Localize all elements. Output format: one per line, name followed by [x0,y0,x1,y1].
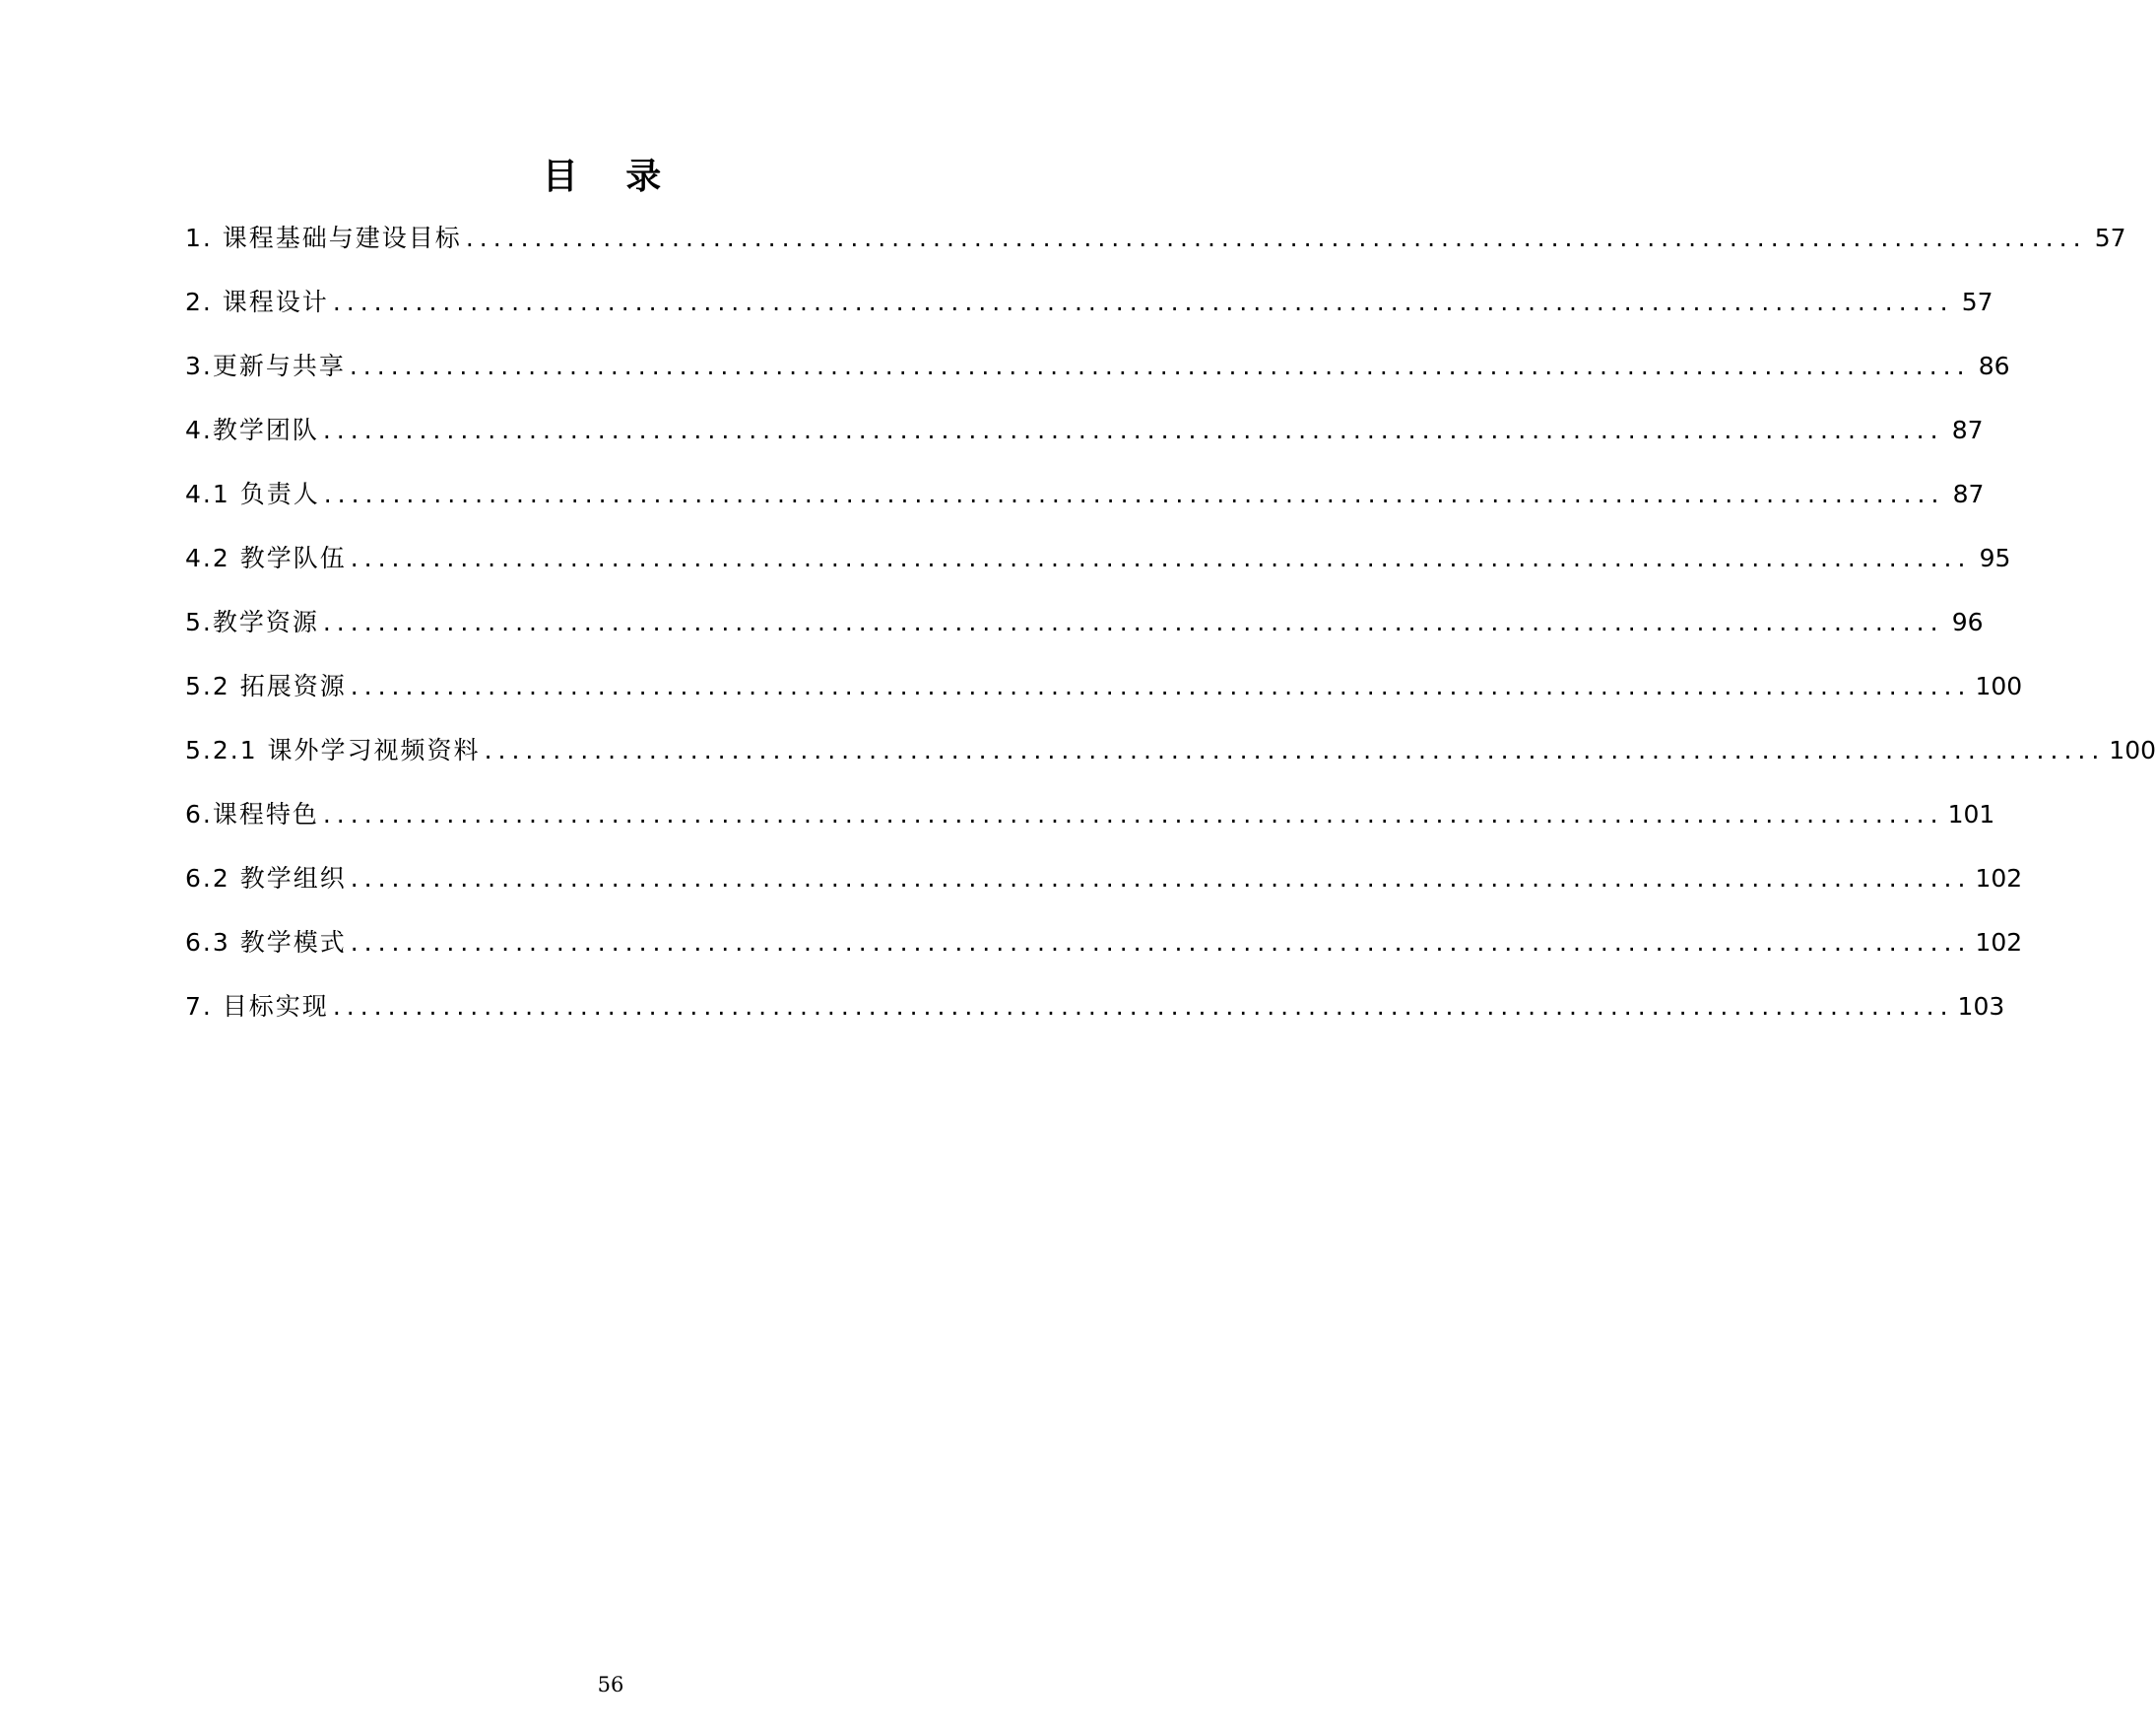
toc-entry-label: 1. 课程基础与建设目标 [185,224,462,252]
dot-leader: ...................................................................................................................... [350,864,1972,893]
dot-leader: ...................................................................................................................... [350,672,1972,700]
toc-entry-page: 100 [1975,672,2023,700]
toc-entry[interactable] [185,347,2010,411]
toc-entry-page: 96 [1951,608,1984,636]
toc-entry-page: 87 [1952,480,1985,508]
toc-entry-label: 4.教学团队 [185,416,319,444]
toc-entry[interactable] [185,795,1995,859]
dot-leader: ...................................................................................................................... [322,608,1944,636]
toc-title: 目 录 [542,157,680,197]
dot-leader: ...................................................................................................................... [484,736,2106,764]
toc-entry-page: 87 [1951,416,1984,444]
toc-entry[interactable] [185,923,2023,987]
toc-entry-page: 100 [2109,736,2156,764]
toc-entry-label: 6.2 教学组织 [185,864,347,893]
toc-entry-label: 6.3 教学模式 [185,928,347,957]
toc-entry-page: 102 [1975,928,2023,957]
toc-entry[interactable] [185,859,2023,923]
dot-leader: ...................................................................................................................... [465,224,2087,252]
toc-entry-page: 102 [1975,864,2023,893]
toc-entry-label: 5.2 拓展资源 [185,672,347,700]
toc-entry-label: 4.1 负责人 [185,480,320,508]
dot-leader: ...................................................................................................................... [332,992,1954,1021]
dot-leader: ...................................................................................................................... [332,288,1954,316]
toc-entry[interactable] [185,731,2156,795]
toc-entry[interactable] [185,603,1984,667]
toc-entry[interactable] [185,411,1984,475]
toc-entry-label: 4.2 教学队伍 [185,544,347,572]
toc-entry[interactable] [185,283,1993,347]
page-number: 56 [597,1673,624,1696]
toc-entry-page: 95 [1979,544,2011,572]
toc-list [185,219,2156,1051]
toc-entry-label: 7. 目标实现 [185,992,329,1021]
toc-entry[interactable] [185,475,1985,539]
toc-entry-label: 3.更新与共享 [185,352,346,380]
toc-entry-page: 86 [1978,352,2010,380]
dot-leader: ...................................................................................................................... [322,800,1944,829]
dot-leader: ...................................................................................................................... [323,480,1945,508]
toc-entry[interactable] [185,667,2023,731]
toc-entry-label: 5.2.1 课外学习视频资料 [185,736,481,764]
dot-leader: ...................................................................................................................... [350,544,1972,572]
toc-entry[interactable] [185,987,2005,1051]
toc-entry-page: 101 [1947,800,1995,829]
toc-entry-page: 57 [2094,224,2126,252]
toc-entry-page: 103 [1957,992,2005,1021]
toc-entry-page: 57 [1961,288,1993,316]
toc-entry-label: 6.课程特色 [185,800,319,829]
toc-entry[interactable] [185,539,2011,603]
toc-entry-label: 5.教学资源 [185,608,319,636]
dot-leader: ...................................................................................................................... [350,928,1972,957]
dot-leader: ...................................................................................................................... [322,416,1944,444]
toc-entry[interactable] [185,219,2126,283]
dot-leader: ...................................................................................................................... [349,352,1971,380]
toc-entry-label: 2. 课程设计 [185,288,329,316]
